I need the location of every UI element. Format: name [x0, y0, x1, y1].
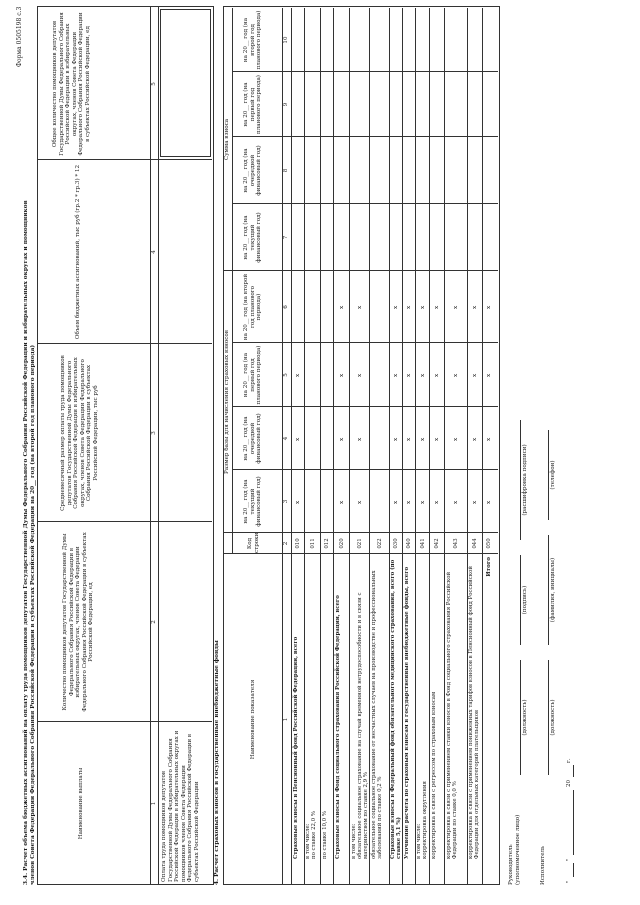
- t2-header-sum: Сумма взноса: [224, 118, 230, 161]
- sig-executor-position-caption: (должность): [550, 699, 556, 736]
- x-mark: x: [453, 305, 459, 309]
- t2-col-num-1: 1: [283, 717, 289, 722]
- x-mark: x: [486, 373, 492, 377]
- x-mark: x: [393, 305, 399, 309]
- x-mark: x: [295, 373, 301, 377]
- x-mark: x: [295, 500, 301, 504]
- x-mark: x: [406, 437, 412, 441]
- x-mark: x: [420, 437, 426, 441]
- t1-header-count: Количество помощников депутатов Государственной Думы Федерального Собрания Российской Федерации в избирательных округах, членов Совета Федерации Федерального Собрания Российской Федерации в субъектах Российской Федерации, ед: [62, 532, 95, 712]
- x-mark: x: [486, 305, 492, 309]
- sig-decoding-caption: (расшифровка подписи): [522, 444, 528, 516]
- sig-date-quote-open: ": [566, 880, 572, 883]
- t2-sub-sum-next: на 20__ год (на очередной финансовый год): [243, 145, 263, 196]
- x-mark: x: [472, 373, 478, 377]
- section-4-title: 4. Расчет страховых взносов в государственные внебюджетные фонды: [214, 640, 220, 885]
- sig-date-quote-close: ": [566, 858, 572, 861]
- t2-header-code: Код строки: [247, 532, 260, 553]
- t2-row-label-022: обязательное социальное страхование от несчастных случаев на производстве и профессиональных заболеваний по ставке 0,2 %: [371, 570, 384, 859]
- t2-sub-sum-plan1: на 20__ год (на первый год планового периода): [243, 75, 263, 134]
- t1-col-num-1: 1: [151, 801, 157, 806]
- x-mark: x: [434, 500, 440, 504]
- x-mark: x: [472, 305, 478, 309]
- t2-col-num-5: 5: [283, 373, 289, 377]
- x-mark: x: [420, 500, 426, 504]
- t2-col-num-10: 10: [283, 36, 289, 44]
- t1-total-cell-frame: [160, 9, 211, 157]
- sig-date-year: 20: [566, 779, 572, 787]
- t2-header-base: Размер базы для начисления страховых взносов: [224, 330, 230, 474]
- t2-row-label-042: корректировка в связи с регрессом по страховым взносам: [431, 691, 437, 859]
- t2-row-label-021: в том числе: обязательное социальное страхование на случай временной нетрудоспособности и в связи с материнством по ставке 2,9 %: [351, 592, 370, 859]
- t2-row-label-010: Страховые взносы в Пенсионный фонд Российской Федерации, всего: [293, 636, 299, 859]
- t2-sub-base-next: на 20__ год (на очередной финансовый год): [243, 413, 263, 464]
- x-mark: x: [434, 437, 440, 441]
- t2-total-label: Итого: [486, 557, 492, 577]
- t1-col-num-2: 2: [151, 620, 157, 624]
- t1-col-num-3: 3: [151, 431, 157, 435]
- t2-sub-sum-current: на 20__ год (на текущий финансовый год): [243, 212, 263, 263]
- x-mark: x: [339, 500, 345, 504]
- t2-row-code-043: 043: [453, 538, 459, 549]
- t2-row-label-043: корректировка в связи с применением ставки взносов в Фонд социального страхования Российской Федерации по ставке 0,0 %: [446, 571, 459, 859]
- x-mark: x: [339, 437, 345, 441]
- t2-row-code-010: 010: [295, 538, 301, 549]
- t2-col-num-7: 7: [283, 235, 289, 240]
- t2-row-label-020: Страховые взносы в Фонд социального страхования Российской Федерации, всего: [335, 595, 341, 859]
- x-mark: x: [393, 373, 399, 377]
- t2-row-code-012: 012: [324, 538, 330, 549]
- t2-row-code-020: 020: [339, 538, 345, 549]
- t2-row-label-040: Уточнение расчета по страховым взносам в государственные внебюджетные фонды, всего: [404, 566, 410, 859]
- x-mark: x: [339, 373, 345, 377]
- t2-row-label-041: в том числе: корректировка округления: [416, 781, 429, 859]
- t2-sub-sum-plan2: на 20__ год (на второй год планового периода): [243, 10, 263, 70]
- t1-header-total: Общее количество помощников депутатов Государственной Думы Федерального Собрания Российской Федерации в избирательных округах, членов Совета Федерации Федерального Собрания Российской Федерации в субъектах Российской Федерации, ед: [52, 12, 91, 156]
- x-mark: x: [420, 305, 426, 309]
- x-mark: x: [472, 500, 478, 504]
- x-mark: x: [434, 305, 440, 309]
- sig-phone-caption: (телефон): [550, 460, 556, 490]
- t2-row-code-044: 044: [472, 538, 478, 549]
- t2-row-code-042: 042: [434, 538, 440, 549]
- t2-col-num-6: 6: [283, 305, 289, 309]
- x-mark: x: [472, 437, 478, 441]
- t1-header-volume: Объем бюджетных ассигнований, тыс руб (гр.2 * гр.3) * 12: [75, 164, 81, 340]
- t2-row-label-030: Страховые взносы в Федеральный фонд обязательного медицинского страхования, всего (по ставке 5,1 %): [390, 559, 403, 859]
- t2-row-code-011: 011: [310, 538, 316, 549]
- sig-executor-label: Исполнитель: [540, 845, 546, 885]
- x-mark: x: [486, 437, 492, 441]
- t1-header-name: Наименование выплаты: [78, 767, 84, 840]
- t2-row-label-044: корректировка в связи с применением пониженных тарифов взносов в Пенсионный фонд Российской Федерации для отдельных категорий плательщиков: [468, 566, 481, 859]
- t2-sub-base-plan1: на 20__ год (на первый год планового периода): [243, 345, 263, 405]
- t2-col-num-4: 4: [283, 436, 289, 441]
- t2-row-code-040: 040: [406, 538, 412, 549]
- t2-col-num-2: 2: [283, 541, 289, 546]
- t2-col-num-3: 3: [283, 499, 289, 504]
- t1-col-num-4: 4: [151, 250, 157, 254]
- sig-signature-caption: (подпись): [522, 585, 528, 615]
- sig-head-label: Руководитель (уполномоченное лицо): [508, 814, 521, 885]
- form-number-label: Форма 0505198 с.3: [16, 6, 23, 67]
- t2-col-num-8: 8: [283, 168, 289, 173]
- t2-row-code-022: 022: [377, 538, 383, 549]
- x-mark: x: [453, 500, 459, 504]
- t2-row-code-030: 030: [393, 538, 399, 549]
- t2-col-num-9: 9: [283, 102, 289, 107]
- x-mark: x: [453, 373, 459, 377]
- x-mark: x: [357, 373, 363, 377]
- t1-header-avg-pay: Среднемесячный размер оплаты труда помощников депутатов Государственной Думы Федерального Собрания Российской Федерации в избирательных округах, членов Совета Федерации Федерального Собрания Российской Федерации в субъектах Российской Федерации, тыс руб: [60, 355, 99, 511]
- x-mark: x: [420, 373, 426, 377]
- x-mark: x: [453, 437, 459, 441]
- x-mark: x: [406, 500, 412, 504]
- x-mark: x: [406, 305, 412, 309]
- t1-col-num-5: 5: [151, 82, 157, 86]
- t2-row-label-011: в том числе: по ставке 22,0 %: [305, 811, 318, 859]
- t2-row-code-021: 021: [357, 538, 363, 549]
- t2-row-label-012: по ставке 10,0 %: [322, 811, 328, 859]
- x-mark: x: [295, 437, 301, 441]
- sig-position-caption: (должность): [522, 699, 528, 736]
- sig-fio-caption: (фамилия, инициалы): [550, 557, 556, 623]
- t2-row-code-041: 041: [420, 538, 426, 549]
- x-mark: x: [486, 500, 492, 504]
- t2-total-code: 050: [486, 538, 492, 549]
- x-mark: x: [406, 373, 412, 377]
- x-mark: x: [357, 305, 363, 309]
- sig-date-year-suffix: г.: [566, 758, 572, 763]
- t2-sub-base-plan2: на 20__ год (на второй год планового периода): [243, 273, 263, 341]
- x-mark: x: [357, 437, 363, 441]
- t2-sub-base-current: на 20__ год (на текущий финансовый год): [243, 476, 263, 527]
- x-mark: x: [393, 437, 399, 441]
- x-mark: x: [357, 500, 363, 504]
- x-mark: x: [339, 305, 345, 309]
- t2-header-name: Наименование показателя: [250, 679, 256, 760]
- section-3-4-title: 3.4. Расчет объема бюджетных ассигнований на оплату труда помощников депутатов Государственной Думы Федерального Собрания Российской Федерации и избирательных округах и помощников членов Совета Федерации Федерального Собрания Российской Федерации в субъектах Российской Федерации на 20__ год (на второй год планового периода): [23, 200, 36, 885]
- x-mark: x: [393, 500, 399, 504]
- t1-row-label: Оплата труда помощников депутатов Государственной Думы Федерального Собрания Российской Федерации в избирательных округах и помощников членов Совета Федерации Федерального Собрания Российской Федерации в субъектах Российской Федерации: [161, 730, 200, 882]
- x-mark: x: [434, 373, 440, 377]
